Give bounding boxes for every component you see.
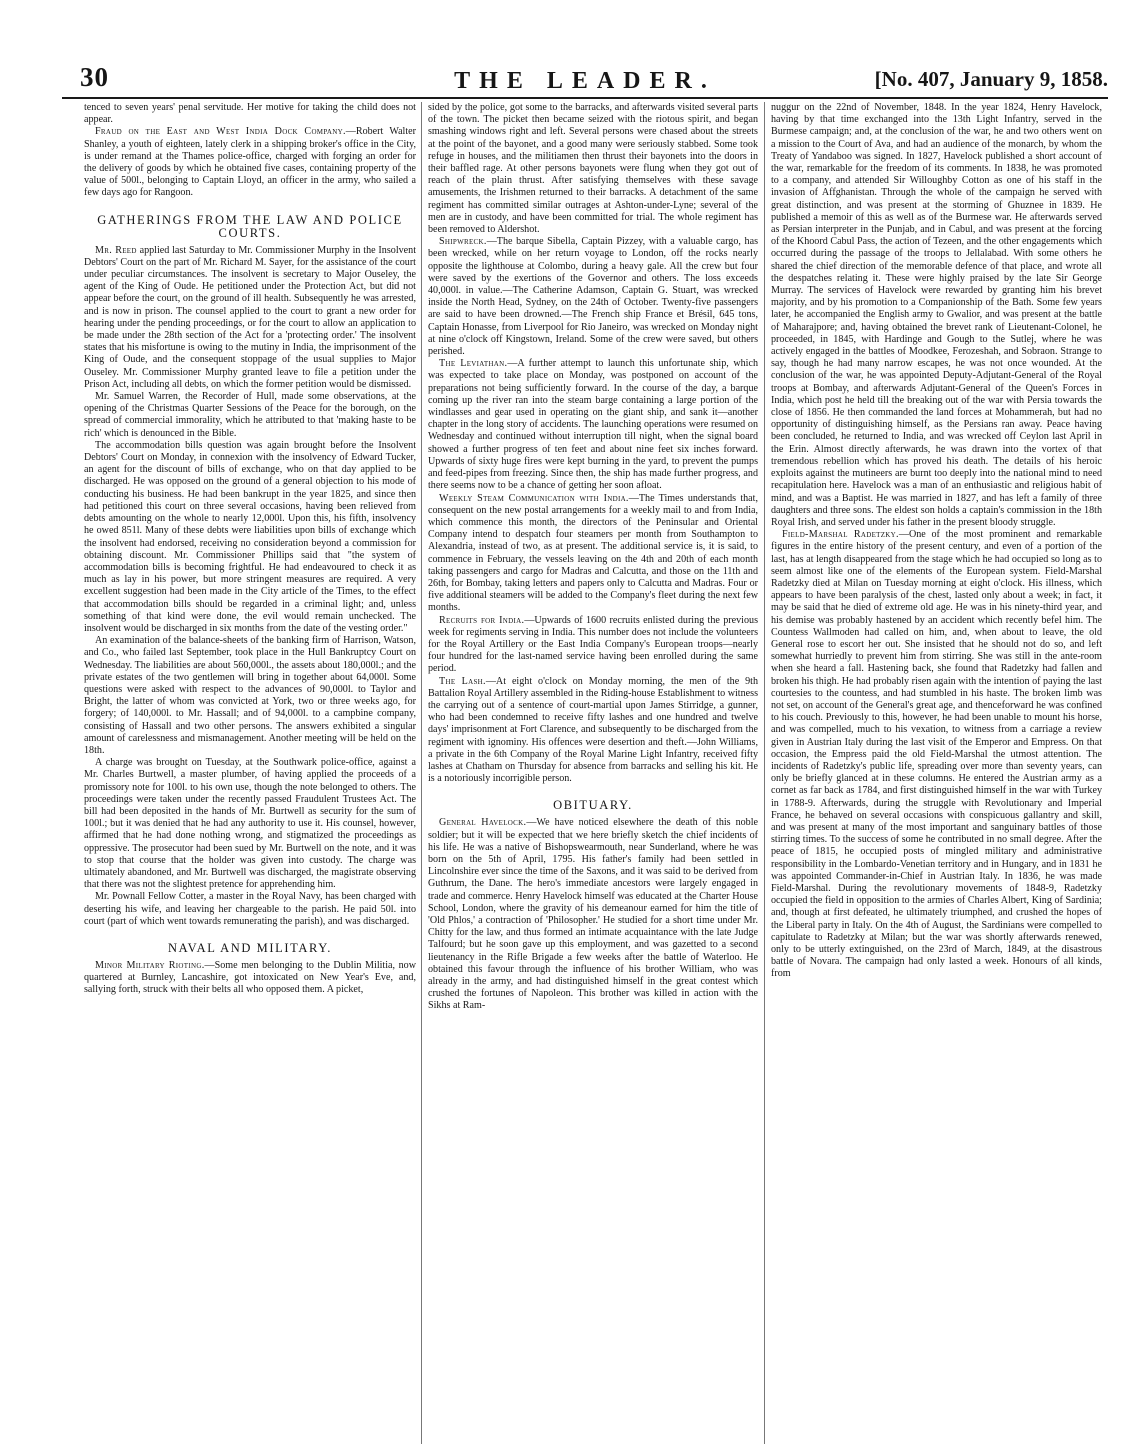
- article-radetzky: [771, 529, 1102, 981]
- paragraph: nuggur on the 22nd of November, 1848. In the year 1824, Henry Havelock, having by that time exchanged into the 13th Light Infantry, served in the Burmese campaign; and, at the conclusion of the war, he and two others went on a mission to the Court of Ava, and had an audience of the monarch, by whom the Treaty of Yandaboo was signed. In 1827, Havelock published a short account of the war, remarkable for the freedom of its comments. In 1838, he was promoted to a company, and attended Sir Willoughby Cotton as one of his staff in the invasion of Affghanistan. Through the whole of the campaign he served with great distinction, and was present at the storming of Ghuznee in 1839. He published a memoir of this as well as of the Burmese war. He afterwards served as Persian interpreter in the Punjab, and in Cabul, and was present at the forcing of the Khoord Cabul Pass, the action of Tezeen, and the other engagements which occurred during the passage of the troops to Jellalabad. With some others he shared the chief direction of the memorable defence of that place, and wrote all the despatches relating it. These were highly praised by the late Sir George Murray. The services of Havelock were rewarded by granting him his brevet majority, and by his promotion to a Companionship of the Bath. Some few years later, he accompanied the English army to Gwalior, and was present at the battle of Maharajpore; and, having obtained the brevet rank of Lieutenant-Colonel, he proceeded, in 1845, with Hardinge and Gough to the Sutlej, where he was actively engaged in the battles of Moodkee, Ferozeshah, and Sobraon. Strange to say, though he had many narrow escapes, he was not once wounded. At the conclusion of the war, he was appointed Deputy-Adjutant-General of the Royal troops at Bombay, and afterwards Adjutant-General of the Queen's Forces in India, which post he held till the breaking out of the war with Persia towards the close of 1856. He then commanded the land forces at Mohammerah, but had no opportunity of distinguishing himself, as the Persians ran away. Peace having been concluded, he returned to India, and was wrecked off Ceylon last April in the Erin. Almost directly afterwards, he was drawn into the vortex of that tremendous rebellion which has proved his death. The details of his heroic exploits against the mutineers are burnt too deeply into the national mind to need recapitulation here. Havelock was a man of an enthusiastic and religious habit of mind, and was a Baptist. He was married in 1827, and has left a family of three daughters and three sons. The eldest son holds a captain's commission in the 18th Royal Irish, and served under his father in the present bloody struggle.: [771, 102, 1102, 528]
- newspaper-title: THE LEADER.: [454, 68, 716, 94]
- header-rule: [62, 97, 1108, 99]
- article-text: —The Times understands that, consequent on the new postal arrangements for a weekly mail to and from India, which commence this month, the directors of the Peninsular and Oriental Company intend to despatch four steamers per month from Southampton to Alexandria, instead of two, as at present. The additional service is, it is said, to commence in February, the vessels leaving on the 4th and 20th of each month taking passengers and cargo for Madras and Calcutta, and those on the 11th and 26th, for Bombay, taking letters and papers only to Calcutta and Madras. Four or five additional steamers will be added to the Company's fleet during the next few months.: [428, 492, 758, 614]
- article-lead: The Leviathan.: [439, 358, 508, 370]
- article-text: —At eight o'clock on Monday morning, the men of the 9th Battalion Royal Artillery assembled in the Riding-house Establishment to witness the carrying out of a sentence of court-martial upon James Stirridge, a gunner, who had been condemned to receive fifty lashes and one hundred and twelve days' imprisonment at Fort Clarence, and subsequently to be discharged from the regiment with ignominy. His offences were desertion and theft.—John Williams, a private in the 6th Company of the Royal Marine Light Infantry, received fifty lashes at Chatham on Thursday for absence from barracks and selling his kit. He is a notoriously incorrigible person.: [428, 675, 758, 785]
- column-1: [84, 102, 416, 1447]
- article-leviathan: [428, 358, 758, 492]
- article-fraud: [84, 126, 416, 199]
- article-steam: [428, 493, 758, 615]
- page-header: [62, 64, 1108, 94]
- paragraph: Mr. Samuel Warren, the Recorder of Hull, made some observations, at the opening of the Christmas Quarter Sessions of the Peace for the borough, on the spread of commercial immorality, which he attributed to that 'making haste to be rich' which is denounced in the Bible.: [84, 391, 416, 439]
- column-divider: [764, 102, 765, 1444]
- article-lead: Mr. Reed: [95, 244, 137, 256]
- section-heading-naval: NAVAL AND MILITARY.: [167, 941, 333, 955]
- article-lead: Recruits for India.: [439, 614, 525, 626]
- article-text: applied last Saturday to Mr. Commissioner Murphy in the Insolvent Debtors' Court on the part of Mr. Richard M. Sayer, for the assistance of the court under peculiar circumstances. The insolvent is secretary to Major Ouseley, the agent of the King of Oude. He petitioned under the Protection Act, but did not appear before the court, on the ground of ill health. Subsequently he was arrested, and is now in prison. The counsel applied to the court to grant a new order for hearing under the pending proceedings, or for the court to allow an application to be made under the 28th section of the Act for a 'protecting order.' The insolvent states that his misfortune is owing to the mutiny in India, the imprisonment of the King of Oude, and the consequent stoppage of the usual supplies to Major Ouseley. Mr. Commissioner Murphy granted leave to file a petition under the Prison Act, including all debts, on which the former petition would be dismissed.: [84, 244, 416, 390]
- article-lash: [428, 676, 758, 786]
- article-recruits: [428, 615, 758, 676]
- paragraph: The accommodation bills question was again brought before the Insolvent Debtors' Court on Monday, in connexion with the insolvency of Edward Tucker, an agent for the discount of bills of exchange, who on that day applied to be discharged. He was opposed on the ground of a general objection to his mode of conducting his business. He had been bankrupt in the year 1825, and since then had petitioned this court on three several occasions, having been relieved from debts amounting on the whole to nearly 12,000l. Upon this, his fifth, insolvency he owed 851l. Many of these debts were liabilities upon bills of exchange which the insolvent had endorsed, receiving no consideration beyond a commission for obtaining discount. Mr. Commissioner Phillips said that "the system of accommodation bills is becoming frightful. He had endeavoured to check it as much as lay in his power, but more stringent measures are required. A very excellent suggestion had been made in the City article of the Times, to the effect that accommodation bills should be regarded in a criminal light; and, unless something of that kind were done, the evil would remain unchecked. The insolvent would be discharged in six months from the date of the vesting order.": [84, 439, 416, 634]
- article-lead: The Lash.: [439, 675, 486, 687]
- article-lead: Minor Military Rioting.: [95, 960, 205, 971]
- paragraph: tenced to seven years' penal servitude. Her motive for taking the child does not appear.: [84, 102, 416, 126]
- article-havelock: [428, 817, 758, 1012]
- column-divider: [421, 102, 422, 1444]
- article-text: —We have noticed elsewhere the death of this noble soldier; but it will be expected that we here briefly sketch the chief incidents of his life. He was a native of Bishopswearmouth, near Sunderland, where he was born on the 5th of April, 1795. His father's family had been settled in Lincolnshire ever since the time of the Saxons, and it was said to be derived from Guthrum, the Dane. The hero's immediate ancestors were largely engaged in trade and commerce. Henry Havelock himself was educated at the Charter House School, London, where the gravity of his demeanour earned for him the title of 'Old Phlos,' a contraction of 'Philosopher.' He studied for a short time under Mr. Chitty for the law, and thus formed an intimate acquaintance with the late Judge Talfourd; but he soon gave up this employment, and was gazetted to a second lieutenancy in the Rifle Brigade a few weeks after the battle of Waterloo. He obtained this favour through the influence of his brother William, who was already in the army, and had distinguished himself in the great contest which crushed the fortunes of Napoleon. This brother was killed in action with the Sikhs at Ram-: [428, 817, 758, 1012]
- article-lead: Field-Marshal Radetzky.: [782, 529, 899, 541]
- article-text: —One of the most prominent and remarkable figures in the entire history of the present century, and even of a portion of the last, has at length disappeared from the stage which he had occupied so long as to seem almost like one of the elements of the European system. Field-Marshal Radetzky died at Milan on Tuesday morning at eight o'clock. His illness, which appears to have been paralysis of the chest, lasted only about a week; in fact, it may be said that he died of extreme old age. He was in his ninety-third year, and his demise was probably hastened by an accident which recently befel him. The Countess Wallmoden had called on him, and, when about to leave, the old General rose to escort her out. She insisted that he should not do so, and left somewhat hurriedly to prevent him from stirring. She was still in the ante-room when she heard a fall. Hastening back, she found that Radetzky had fallen and broken his thigh. He had probably risen again with the intention of paying the last courtesies to the countess, and had stumbled in his haste. The broken limb was not set, on account of the General's great age, and thenceforward he was confined to his couch. Previously to this, however, he had been unable to mount his horse, and was compelled, much to his vexation, to witness from a carriage a review given in Austrian Italy during the last visit of the Emperor and Empress. On that occasion, the Empress paid the old Field-Marshal the utmost attention. The incidents of Radetzky's public life, spreading over more than seventy years, can only be briefly glanced at in these columns. He entered the Austrian army as a cornet as far back as 1784, and first distinguished himself in the war with Turkey in 1788-9. Afterwards, during the struggle with Revolutionary and Imperial France, he behaved on several occasions with conspicuous gallantry and skill, and was present at many of the most important and sanguinary battles of those stirring times. To the success of some he contributed in no small degree. After the peace of 1815, he occupied posts of mingled military and administrative responsibility in the Lombardo-Venetian territory and in Hungary, and in 1831 he was appointed Commander-in-Chief in Austrian Italy. In 1836, he was made Field-Marshal. During the revolutionary movements of 1848-9, Radetzky occupied the field in opposition to the armies of Charles Albert, King of Sardinia; and, though at first defeated, he ultimately triumphed, and crushed the hopes of the Liberal party in Italy. On the 4th of August, the Sardinians were compelled to capitulate to Radetzky at Milan; but the war was shortly afterwards renewed, only to be utterly extinguished, on the 23rd of March, 1849, at the disastrous battle of Novara. The campaign had only lasted a week. Honours of all kinds, from: [771, 529, 1102, 980]
- paragraph: An examination of the balance-sheets of the banking firm of Harrison, Watson, and Co., who failed last September, took place in the Hull Bankruptcy Court on Wednesday. The liabilities are about 560,000l., the assets about 180,000l.; and the private estates of the two gentlemen will bring in together about 64,000l. Some questions were asked with respect to the advances of 90,000l. to Taylor and Bright, the latter of whom was convicted at York, two or three weeks ago, for forgery; of 140,000l. to Mr. Hassall; and of 94,000l. to a campbine company, consisting of Hassall and two other persons. The answers exhibited a singular amount of carelessness and mismanagement. Another meeting will be held on the 18th.: [84, 635, 416, 756]
- article-text: —A further attempt to launch this unfortunate ship, which was expected to take place on Monday, was postponed on account of the preparations not being sufficiently forward. In the course of the day, a barque coming up the river ran into the steam barge containing a large portion of the windlasses and gear used in operating on the giant ship, and sank it—another chapter in the long story of accidents. The launching operations were resumed on Wednesday and continued without interruption till night, when the signal board showed a further progress of ten feet and about nine feet six inches forward. Upwards of sixty huge fires were kept burning in the yard, to prevent the pumps and feed-pipes from freezing. Since then, the ship has made further progress, and there seems now to be a chance of getting her soon afloat.: [428, 358, 758, 492]
- article-text: —Some men belonging to the Dublin Militia, now quartered at Burnley, Lancashire, got intoxicated on New Year's Eve, and, sallying forth, struck with their belts all who opposed them. A picket,: [84, 960, 416, 996]
- paragraph: sided by the police, got some to the barracks, and afterwards visited several parts of the town. The picket then became seized with the riotous spirit, and began smashing windows right and left. Several persons were chased about the streets at the point of the bayonet, and a good many were seriously stabbed. Some took refuge in houses, and the militiamen then thrust their bayonets into the doors in their baffled rage. At other persons bayonets were flung when they got out of reach of the plain thrust. After satisfying themselves with these savage amusements, the Irishmen returned to their barracks. A detachment of the same regiment has committed similar outrages at Ashton-under-Lyne; several of the men are in custody, and have been committed for trial. The whole regiment has been removed to Aldershot.: [428, 102, 758, 236]
- issue-info: [No. 407, January 9, 1858.: [874, 67, 1108, 91]
- article-text: —Robert Walter Shanley, a youth of eighteen, lately clerk in a shipping broker's office in the City, is under remand at the Thames police-office, charged with forging an order for the delivery of goods by which he obtained five cases, containing property of the value of 500l., belonging to Captain Lloyd, an officer in the army, who sailed a few days ago for Rangoon.: [84, 126, 416, 199]
- paragraph: Mr. Pownall Fellow Cotter, a master in the Royal Navy, has been charged with deserting his wife, and leaving her chargeable to the parish. He paid 50l. into court (part of which went towards remunerating the parish), and was discharged.: [84, 891, 416, 927]
- section-heading-law: GATHERINGS FROM THE LAW AND POLICE COURTS.: [97, 212, 403, 240]
- column-3: [771, 102, 1102, 1447]
- article-reed: [84, 245, 416, 391]
- section-heading-obituary: OBITUARY.: [553, 798, 633, 813]
- article-lead: Weekly Steam Communication with India.: [439, 492, 629, 504]
- article-lead: Fraud on the East and West India Dock Company.: [95, 126, 346, 138]
- paragraph: A charge was brought on Tuesday, at the Southwark police-office, against a Mr. Charles Burtwell, a master plumber, of having applied the proceeds of a promissory note for 100l. to his own use, though the note belonged to others. The proceedings were taken under the recently passed Fraudulent Trustees Act. The bill had been deposited in the hands of Mr. Burtwell as security for the sum of 100l.; but it was denied that he had any authority to use it. His counsel, however, affirmed that he had done nothing wrong, and stigmatized the proceedings as oppressive. The prosecutor had been sued by Mr. Burtwell on the note, and it was to stop that course that the holder was given into custody. The charge was ultimately abandoned, and Mr. Burtwell was discharged, the magistrate observing that there was not the slightest pretence for apprehending him.: [84, 757, 416, 891]
- article-text: —Upwards of 1600 recruits enlisted during the previous week for regiments serving in India. This number does not include the volunteers for the Royal Artillery or the East India Company's European troops—nearly four hundred for the last-named service having been enrolled during the same period.: [428, 614, 758, 675]
- article-lead: General Havelock.: [439, 817, 527, 829]
- article-text: —The barque Sibella, Captain Pizzey, with a valuable cargo, has been wrecked, while on her return voyage to London, off the rocks nearly opposite the lighthouse at Colombo, during a heavy gale. All the crew but four were saved by the exertions of the Governor and others. The loss exceeds 40,000l. in value.—The Catherine Adamson, Captain G. Stuart, was wrecked inside the North Head, Sydney, on the 24th of October. Twenty-five passengers are said to have been drowned.—The French ship France et Brésil, 645 tons, Captain Honasse, from Liverpool for Rio Janeiro, was wrecked on Monday night at nine o'clock off Kingstown, Ireland. Some of the crew were saved, but others perished.: [428, 236, 758, 358]
- article-militia: [84, 960, 416, 997]
- column-2: [428, 102, 758, 1447]
- page-number: 30: [80, 62, 109, 92]
- article-lead: Shipwreck.: [439, 236, 487, 248]
- article-shipwreck: [428, 236, 758, 358]
